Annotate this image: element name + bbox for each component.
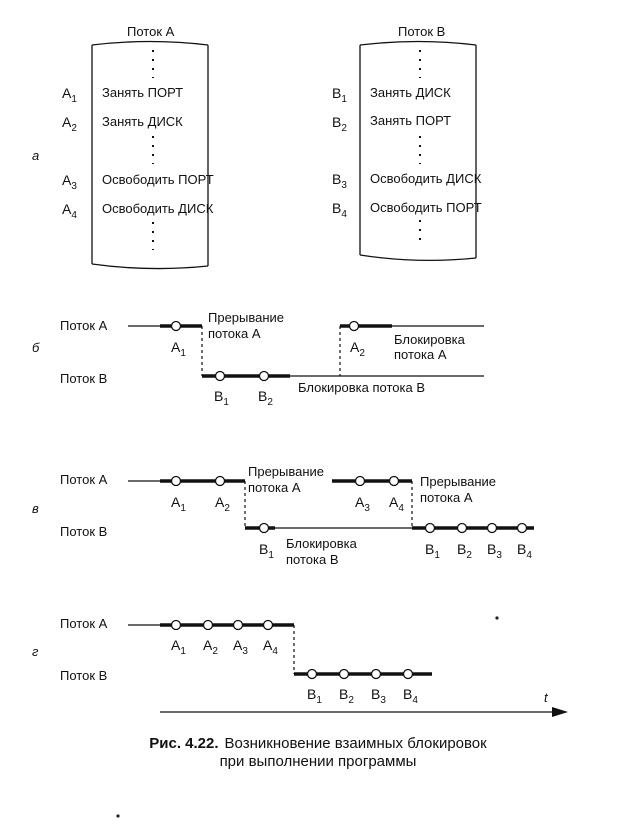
label-a1: $A_1$ bbox=[62, 85, 77, 105]
thread-b-listing bbox=[332, 24, 482, 260]
panel-b-block-a-label-2: потока А bbox=[394, 347, 447, 362]
panel-c-b2: $B_2$ bbox=[457, 541, 472, 561]
panel-d-b2: $B_2$ bbox=[339, 686, 354, 706]
panel-d-a1: $A_1$ bbox=[171, 637, 186, 657]
panel-b-block-a-label: Блокировка bbox=[394, 332, 465, 347]
panel-c-a3: $A_3$ bbox=[355, 494, 370, 514]
panel-c-thread-b-label: Поток В bbox=[60, 524, 108, 539]
label-a3: $A_3$ bbox=[62, 172, 77, 192]
panel-d-b4: $B_4$ bbox=[403, 686, 418, 706]
thread-a-title: Поток А bbox=[127, 24, 175, 39]
panel-d-b3: $B_3$ bbox=[371, 686, 386, 706]
panel-d-b1: $B_1$ bbox=[307, 686, 322, 706]
figure-caption-line1: Рис. 4.22. Возникновение взаимных блокировок bbox=[149, 735, 487, 752]
panel-c-interrupt-label-2: потока А bbox=[248, 480, 301, 495]
label-a4: $A_4$ bbox=[62, 201, 77, 221]
step-b4-text: Освободить ПОРТ bbox=[370, 200, 482, 215]
panel-d-a4: $A_4$ bbox=[263, 637, 278, 657]
print-speck bbox=[495, 616, 498, 619]
panel-c-b1: $B_1$ bbox=[259, 541, 274, 561]
figure-caption-line2: при выполнении программы bbox=[219, 753, 417, 770]
panel-d-marker: г bbox=[32, 644, 39, 659]
panel-d-a3: $A_3$ bbox=[233, 637, 248, 657]
step-b1-text: Занять ДИСК bbox=[370, 85, 451, 100]
time-axis-label: t bbox=[544, 690, 548, 705]
panel-b-block-b-label: Блокировка потока В bbox=[298, 380, 425, 395]
time-axis-arrow-icon bbox=[552, 707, 568, 717]
panel-d-a2: $A_2$ bbox=[203, 637, 218, 657]
panel-c-interrupt2-label: Прерывание bbox=[420, 474, 497, 489]
panel-c-timeline bbox=[32, 464, 534, 567]
panel-b-thread-b-label: Поток В bbox=[60, 371, 108, 386]
panel-b-a1: $A_1$ bbox=[171, 339, 186, 359]
panel-b-interrupt-label-2: потока А bbox=[208, 326, 261, 341]
print-speck bbox=[116, 814, 119, 817]
label-b2: $B_2$ bbox=[332, 114, 347, 134]
panel-d-thread-a-label: Поток А bbox=[60, 616, 108, 631]
panel-c-interrupt2-label-2: потока А bbox=[420, 490, 473, 505]
label-b1: $B_1$ bbox=[332, 85, 347, 105]
panel-b-b1: $B_1$ bbox=[214, 388, 229, 408]
panel-c-a2: $A_2$ bbox=[215, 494, 230, 514]
step-a3-text: Освободить ПОРТ bbox=[102, 172, 214, 187]
thread-b-title: Поток В bbox=[398, 24, 446, 39]
panel-c-interrupt-label: Прерывание bbox=[248, 464, 325, 479]
panel-a-marker: а bbox=[32, 148, 40, 163]
panel-c-b4: $B_4$ bbox=[517, 541, 532, 561]
panel-c-b3: $B_3$ bbox=[487, 541, 502, 561]
panel-b-a2: $A_2$ bbox=[350, 339, 365, 359]
step-b3-text: Освободить ДИСК bbox=[370, 171, 482, 186]
thread-a-listing bbox=[62, 24, 214, 269]
label-b4: $B_4$ bbox=[332, 200, 347, 220]
panel-c-thread-a-label: Поток А bbox=[60, 472, 108, 487]
panel-b-interrupt-label: Прерывание bbox=[208, 310, 285, 325]
step-a2-text: Занять ДИСК bbox=[102, 114, 183, 129]
panel-b-thread-a-label: Поток А bbox=[60, 318, 108, 333]
panel-b-marker: б bbox=[32, 340, 40, 355]
label-a2: $A_2$ bbox=[62, 114, 77, 134]
panel-b-timeline bbox=[32, 310, 484, 408]
panel-d-timeline bbox=[32, 616, 568, 717]
step-a4-text: Освободить ДИСК bbox=[102, 201, 214, 216]
panel-c-a4: $A_4$ bbox=[389, 494, 404, 514]
label-b3: $B_3$ bbox=[332, 171, 347, 191]
panel-b-b2: $B_2$ bbox=[258, 388, 273, 408]
step-a1-text: Занять ПОРТ bbox=[102, 85, 184, 100]
step-b2-text: Занять ПОРТ bbox=[370, 113, 452, 128]
panel-c-block-b-label: Блокировка bbox=[286, 536, 357, 551]
panel-d-thread-b-label: Поток В bbox=[60, 668, 108, 683]
panel-c-block-b-label-2: потока В bbox=[286, 552, 339, 567]
panel-c-marker: в bbox=[32, 501, 39, 516]
panel-c-b1-second: $B_1$ bbox=[425, 541, 440, 561]
panel-c-a1: $A_1$ bbox=[171, 494, 186, 514]
